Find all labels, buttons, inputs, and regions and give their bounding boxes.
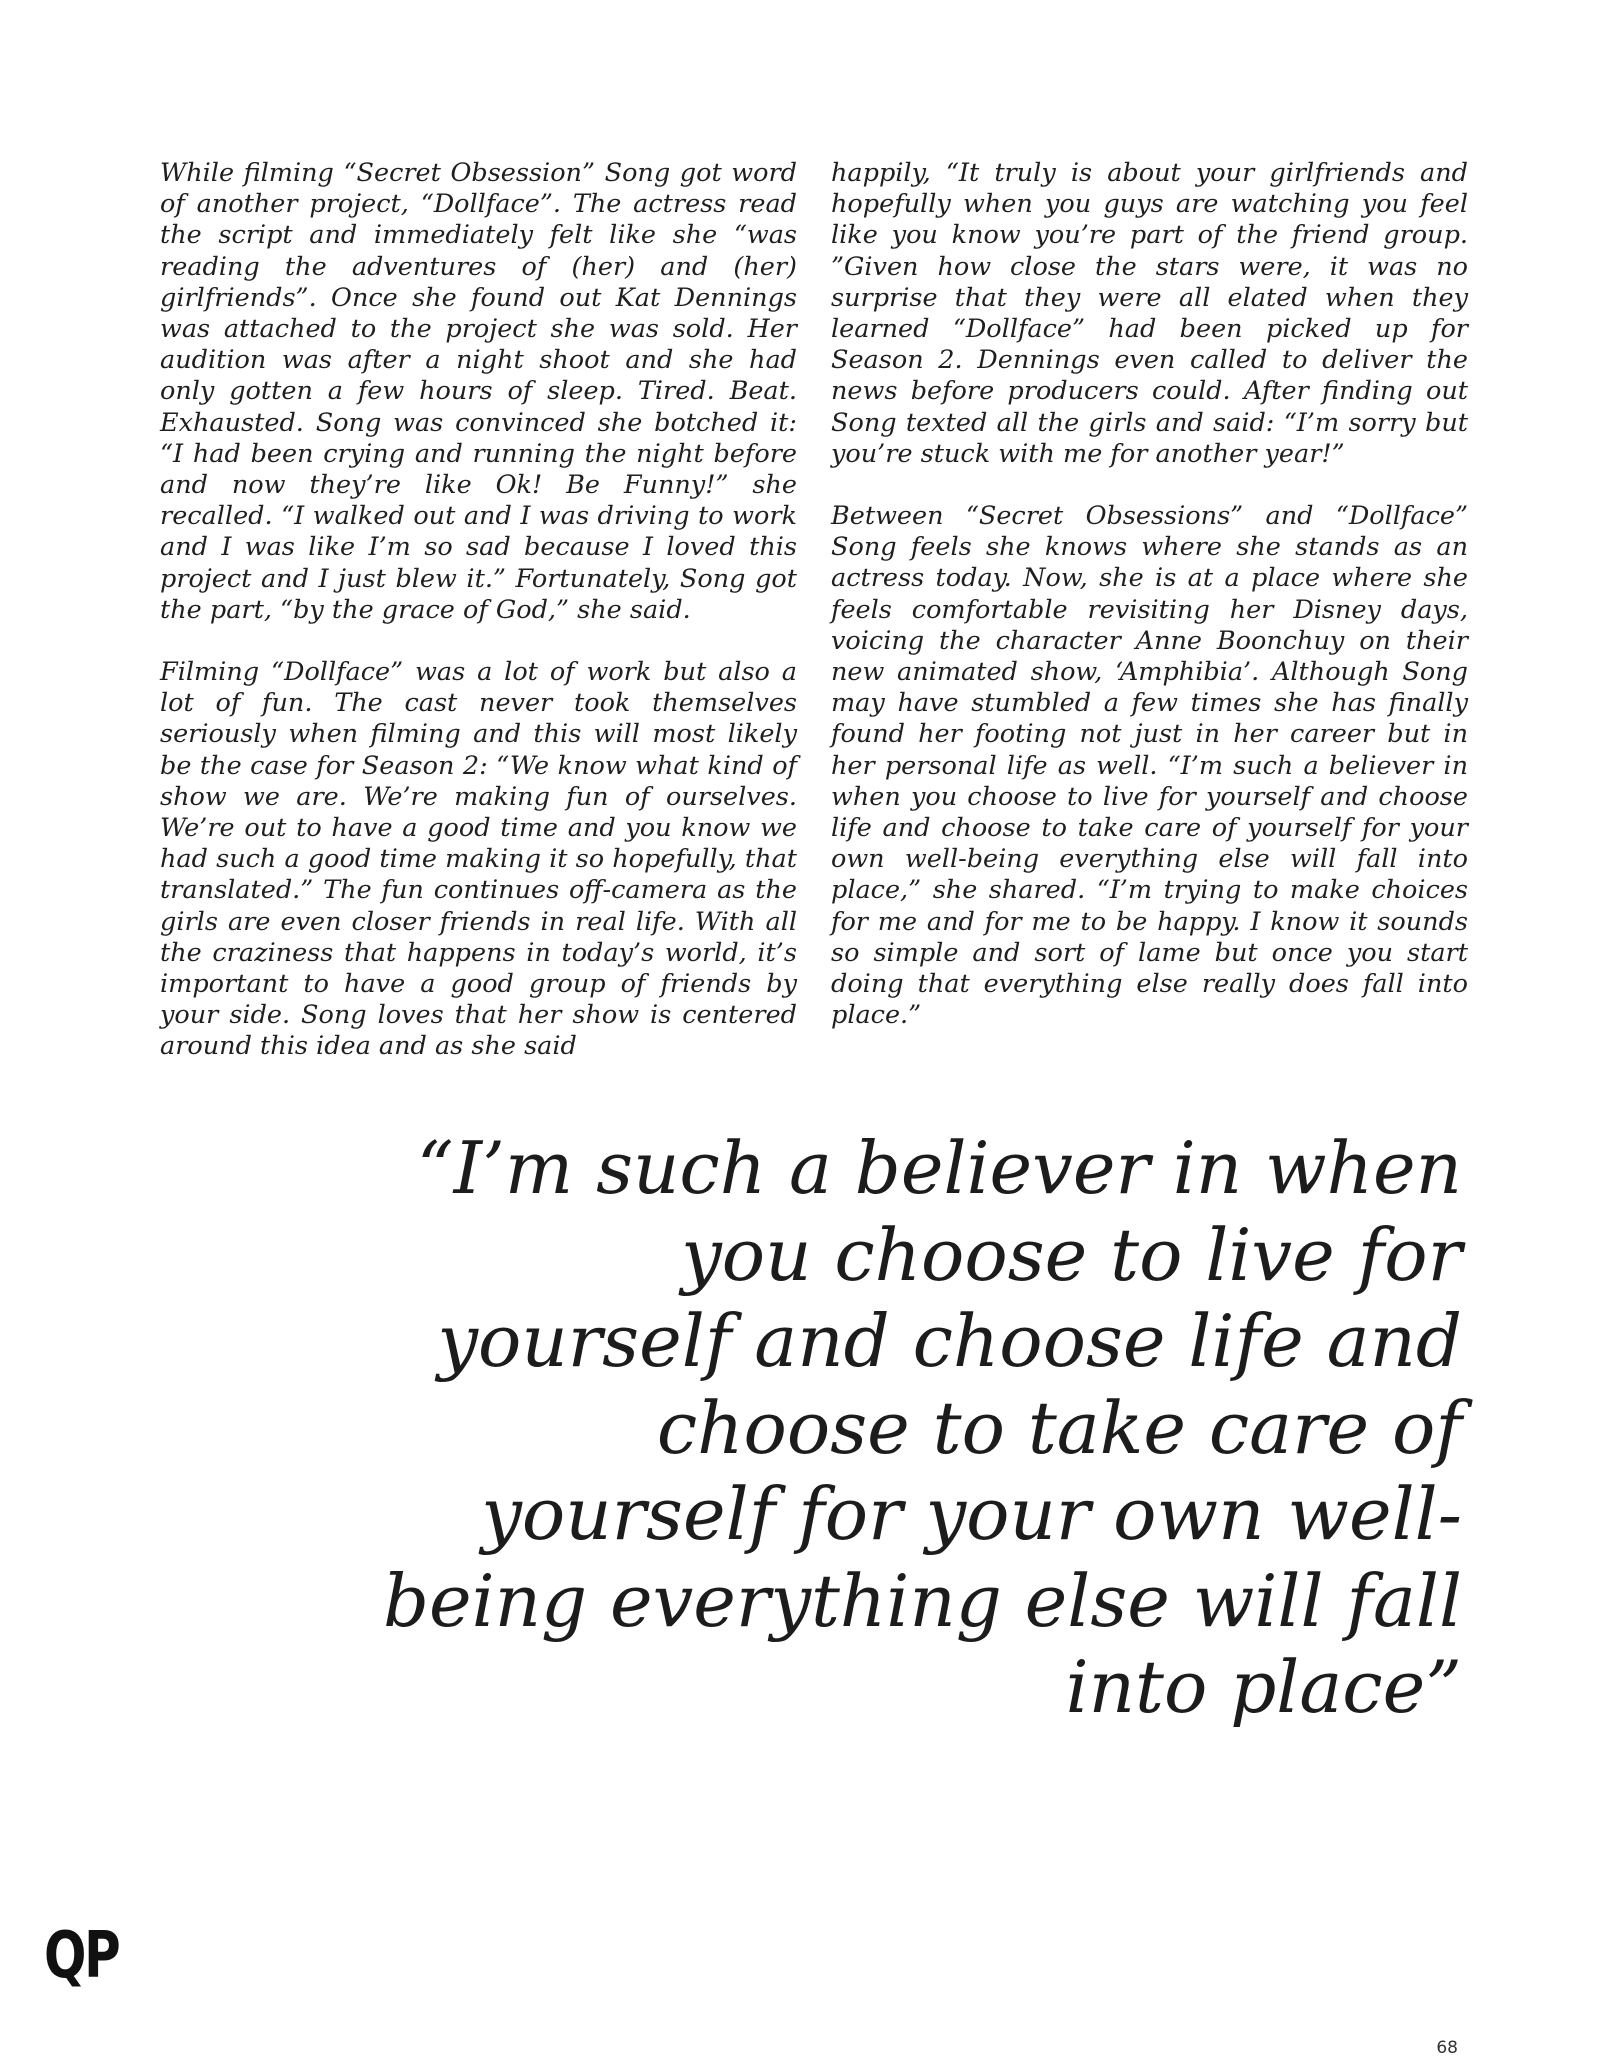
article-paragraph: While filming “Secret Obsession” Song got word of another project, “Dollface”. The actress read the script and immediately felt like she “was reading the adventures of (her) and (her) girlfriends”. Once she found out Kat Dennings was attached to the project she was sold. Her audition was after a night shoot and she had only gotten a few hours of sleep. Tired. Beat. Exhausted. Song was convinced she botched it: “I had been crying and running the night before and now they’re like Ok! Be Funny!” she recalled. “I walked out and I was driving to work and I was like I’m so sad because I loved this project and I just blew it.” Fortunately, Song got the part, “by the grace of God,” she said. xyxy=(160,158,797,625)
page-number: 68 xyxy=(1436,2038,1458,2058)
pull-quote: “I’m such a believer in when you choose to live for yourself and choose life and choose to take care of yourself for your own well-being everything else will fall into place” xyxy=(382,1126,1462,1729)
article-paragraph: Between “Secret Obsessions” and “Dollface” Song feels she knows where she stands as an actress today. Now, she is at a place where she feels comfortable revisiting her Disney days, voicing the character Anne Boonchuy on their new animated show, ‘Amphibia’. Although Song may have stumbled a few times she has finally found her footing not just in her career but in her personal life as well. “I’m such a believer in when you choose to live for yourself and choose life and choose to take care of yourself for your own well-being everything else will fall into place,” she shared. “I’m trying to make choices for me and for me to be happy. I know it sounds so simple and sort of lame but once you start doing that everything else really does fall into place.” xyxy=(831,501,1468,1031)
article-paragraph: happily, “It truly is about your girlfriends and hopefully when you guys are watching you feel like you know you’re part of the friend group. ”Given how close the stars were, it was no surprise that they were all elated when they learned “Dollface” had been picked up for Season 2. Dennings even called to deliver the news before producers could. After finding out Song texted all the girls and said: “I’m sorry but you’re stuck with me for another year!” xyxy=(831,158,1468,469)
article-column-left xyxy=(160,158,797,1094)
article-paragraph: Filming “Dollface” was a lot of work but also a lot of fun. The cast never took themselves seriously when filming and this will most likely be the case for Season 2: “We know what kind of show we are. We’re making fun of ourselves. We’re out to have a good time and you know we had such a good time making it so hopefully, that translated.” The fun continues off-camera as the girls are even closer friends in real life. With all the craziness that happens in today’s world, it’s important to have a good group of friends by your side. Song loves that her show is centered around this idea and as she said xyxy=(160,657,797,1062)
qp-logo: QP xyxy=(44,1919,119,1993)
article-column-right xyxy=(831,158,1468,1062)
